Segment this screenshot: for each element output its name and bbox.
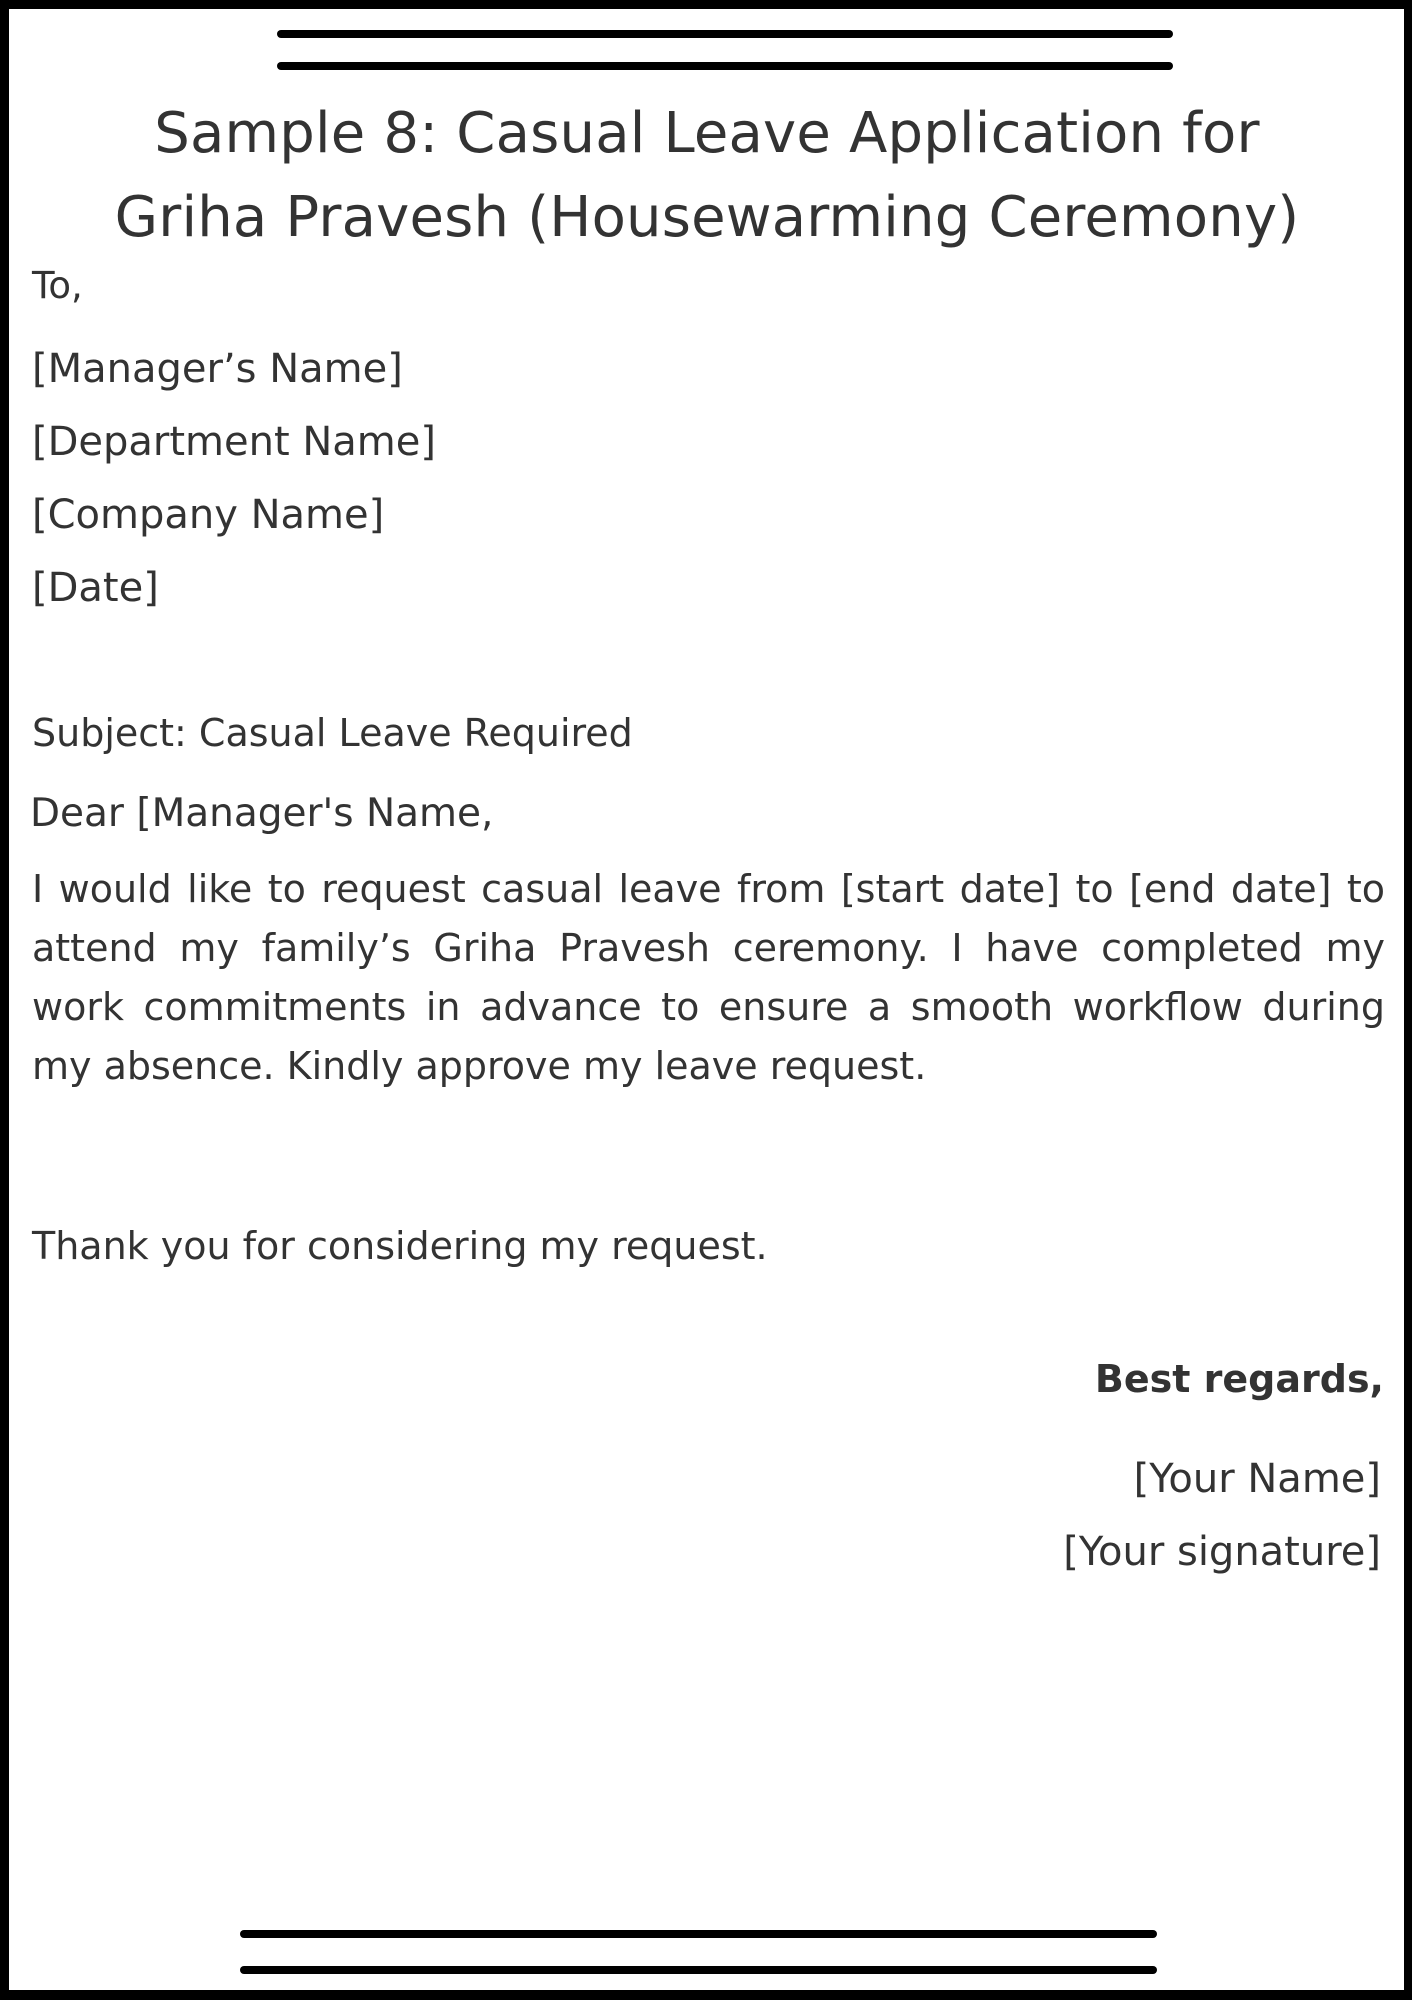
- address-manager-name: [Manager’s Name]: [32, 346, 403, 392]
- title-line-2: Griha Pravesh (Housewarming Ceremony): [114, 185, 1300, 250]
- address-date: [Date]: [32, 565, 159, 611]
- subject-line: Subject: Casual Leave Required: [32, 711, 633, 755]
- top-decorative-rule-1: [277, 30, 1173, 38]
- salutation: Dear [Manager's Name,: [30, 791, 494, 836]
- document-title: [20, 92, 1394, 260]
- closing-your-name: [Your Name]: [1133, 1456, 1381, 1502]
- body-paragraph: I would like to request casual leave from [start date] to [end date] to attend my family’s Griha Pravesh ceremony. I have completed my work commitments in advance to ensure a smooth workflow during my absence. Kindly approve my leave request.: [32, 867, 1385, 1088]
- address-department-name: [Department Name]: [32, 419, 436, 465]
- bottom-decorative-rule-2: [240, 1966, 1157, 1974]
- title-line-1: Sample 8: Casual Leave Application for: [154, 101, 1260, 166]
- address-company-name: [Company Name]: [32, 492, 385, 538]
- bottom-decorative-rule-1: [240, 1930, 1157, 1938]
- closing-regards: Best regards,: [1094, 1357, 1384, 1401]
- top-decorative-rule-2: [277, 62, 1173, 70]
- thank-you-line: Thank you for considering my request.: [32, 1224, 768, 1268]
- closing-your-signature: [Your signature]: [1063, 1529, 1381, 1575]
- recipient-to-label: To,: [32, 264, 83, 307]
